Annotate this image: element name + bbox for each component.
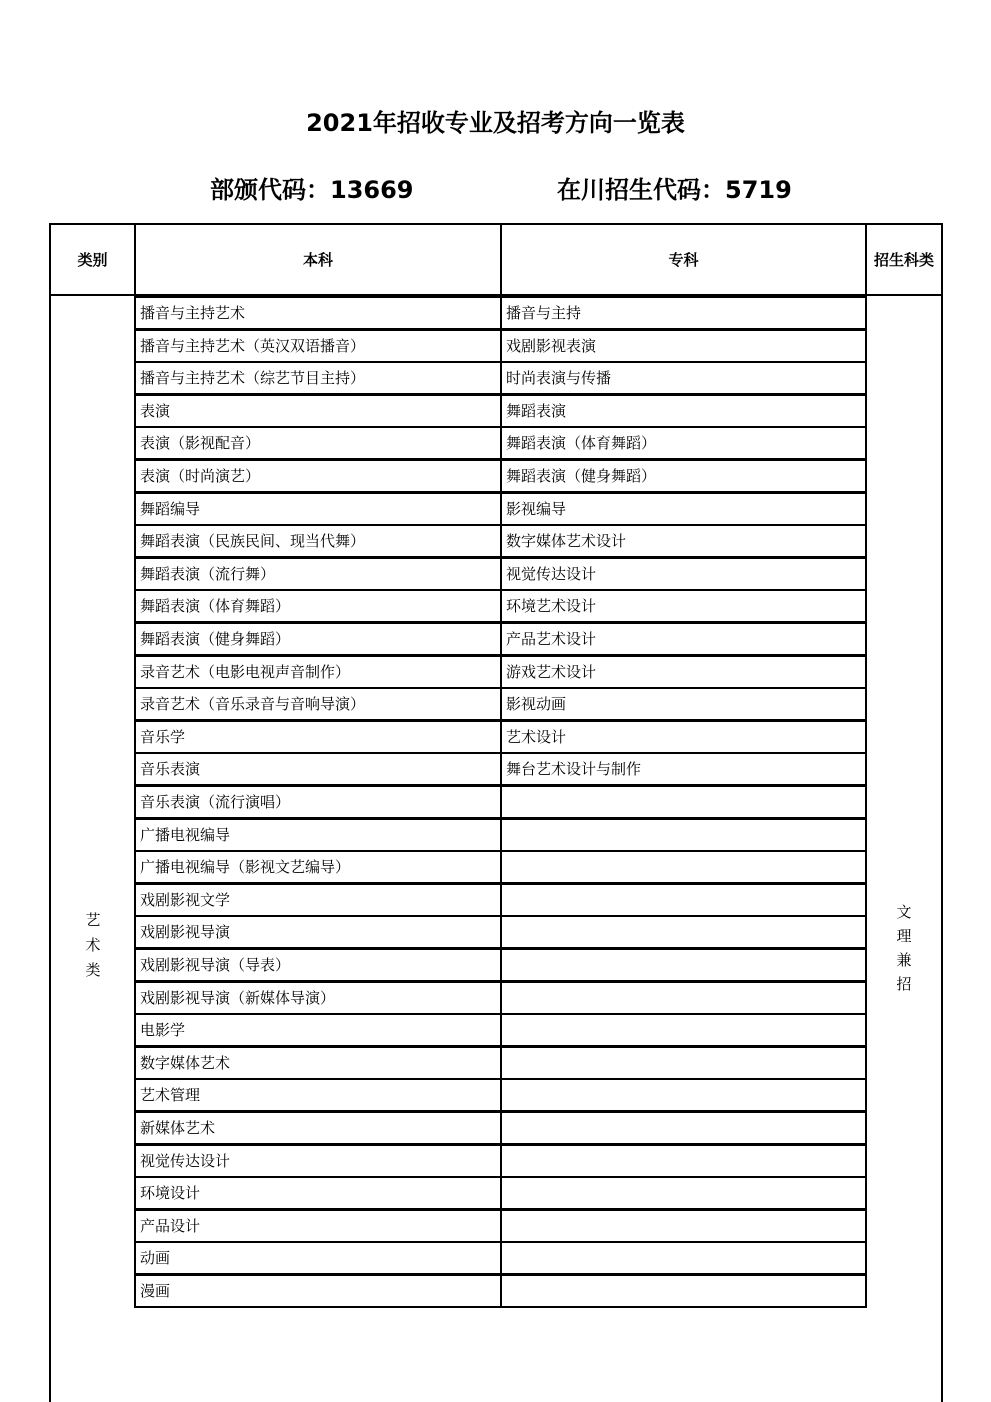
undergraduate-major-cell: 环境设计: [134, 1176, 502, 1210]
junior-college-major-cell: [500, 1078, 867, 1112]
table-row: [134, 622, 867, 656]
ministry-code: 部颁代码：13669: [210, 176, 414, 204]
table-row: [134, 720, 867, 754]
junior-college-major-cell: 舞蹈表演（健身舞蹈）: [500, 459, 867, 493]
undergraduate-major-cell: 表演（影视配音）: [134, 426, 502, 460]
junior-college-major-cell: 影视动画: [500, 687, 867, 721]
table-row: [134, 459, 867, 493]
table-row: [134, 1013, 867, 1047]
undergraduate-major-cell: 音乐表演（流行演唱）: [134, 785, 502, 819]
category-value: 艺 术 类: [85, 911, 101, 979]
undergraduate-major-cell: 播音与主持艺术: [134, 296, 502, 330]
undergraduate-major-cell: 舞蹈表演（民族民间、现当代舞）: [134, 524, 502, 558]
junior-college-major-cell: 影视编导: [500, 492, 867, 526]
table-row: [134, 655, 867, 689]
table-row: [134, 296, 867, 330]
table-row: [134, 426, 867, 460]
undergraduate-major-cell: 录音艺术（音乐录音与音响导演）: [134, 687, 502, 721]
table-row: [134, 524, 867, 558]
junior-college-major-cell: [500, 915, 867, 949]
junior-college-major-cell: [500, 1176, 867, 1210]
junior-college-major-cell: 时尚表演与传播: [500, 361, 867, 395]
undergraduate-major-cell: 表演（时尚演艺）: [134, 459, 502, 493]
junior-college-major-cell: 产品艺术设计: [500, 622, 867, 656]
table-left-border: [49, 294, 51, 1402]
junior-college-major-cell: 舞台艺术设计与制作: [500, 752, 867, 786]
table-row: [134, 915, 867, 949]
junior-college-major-cell: 数字媒体艺术设计: [500, 524, 867, 558]
junior-college-major-cell: [500, 1013, 867, 1047]
junior-college-major-cell: [500, 1046, 867, 1080]
undergraduate-major-cell: 戏剧影视导演: [134, 915, 502, 949]
table-row: [134, 1046, 867, 1080]
undergraduate-major-cell: 动画: [134, 1241, 502, 1275]
table-row: [134, 329, 867, 363]
junior-college-major-cell: 视觉传达设计: [500, 557, 867, 591]
table-row: [134, 785, 867, 819]
undergraduate-major-cell: 音乐学: [134, 720, 502, 754]
junior-college-major-cell: [500, 818, 867, 852]
undergraduate-major-cell: 戏剧影视导演（导表）: [134, 948, 502, 982]
page-title: 2021年招收专业及招考方向一览表: [306, 109, 685, 137]
table-right-border: [941, 294, 943, 1402]
table-row: [134, 948, 867, 982]
undergraduate-major-cell: 录音艺术（电影电视声音制作）: [134, 655, 502, 689]
junior-college-major-cell: [500, 850, 867, 884]
junior-college-major-cell: 舞蹈表演: [500, 394, 867, 428]
header-category: 类别: [49, 223, 136, 296]
junior-college-major-cell: [500, 948, 867, 982]
undergraduate-major-cell: 产品设计: [134, 1209, 502, 1243]
junior-college-major-cell: 游戏艺术设计: [500, 655, 867, 689]
undergraduate-major-cell: 播音与主持艺术（英汉双语播音）: [134, 329, 502, 363]
undergraduate-major-cell: 数字媒体艺术: [134, 1046, 502, 1080]
junior-college-major-cell: 舞蹈表演（体育舞蹈）: [500, 426, 867, 460]
table-row: [134, 883, 867, 917]
undergraduate-major-cell: 广播电视编导（影视文艺编导）: [134, 850, 502, 884]
undergraduate-major-cell: 漫画: [134, 1274, 502, 1308]
table-row: [134, 394, 867, 428]
junior-college-major-cell: [500, 981, 867, 1015]
undergraduate-major-cell: 表演: [134, 394, 502, 428]
undergraduate-major-cell: 新媒体艺术: [134, 1111, 502, 1145]
junior-college-major-cell: [500, 785, 867, 819]
undergraduate-major-cell: 戏剧影视文学: [134, 883, 502, 917]
header-undergraduate: 本科: [134, 223, 502, 296]
undergraduate-major-cell: 艺术管理: [134, 1078, 502, 1112]
junior-college-major-cell: [500, 1241, 867, 1275]
table-row: [134, 557, 867, 591]
table-row: [134, 1111, 867, 1145]
junior-college-major-cell: 戏剧影视表演: [500, 329, 867, 363]
undergraduate-major-cell: 视觉传达设计: [134, 1144, 502, 1178]
table-row: [134, 361, 867, 395]
table-row: [134, 589, 867, 623]
table-row: [134, 1176, 867, 1210]
table-row: [134, 1209, 867, 1243]
table-row: [134, 687, 867, 721]
table-row: [134, 818, 867, 852]
table-row: [134, 1078, 867, 1112]
header-subject-type: 招生科类: [865, 223, 943, 296]
junior-college-major-cell: [500, 1111, 867, 1145]
table-row: [134, 981, 867, 1015]
junior-college-major-cell: [500, 1144, 867, 1178]
undergraduate-major-cell: 播音与主持艺术（综艺节目主持）: [134, 361, 502, 395]
table-row: [134, 752, 867, 786]
undergraduate-major-cell: 舞蹈表演（健身舞蹈）: [134, 622, 502, 656]
sichuan-enrollment-code: 在川招生代码：5719: [557, 176, 792, 204]
junior-college-major-cell: [500, 1209, 867, 1243]
undergraduate-major-cell: 音乐表演: [134, 752, 502, 786]
undergraduate-major-cell: 电影学: [134, 1013, 502, 1047]
undergraduate-major-cell: 舞蹈表演（流行舞）: [134, 557, 502, 591]
undergraduate-major-cell: 广播电视编导: [134, 818, 502, 852]
table-row: [134, 850, 867, 884]
table-row: [134, 1241, 867, 1275]
table-row: [134, 1274, 867, 1308]
undergraduate-major-cell: 舞蹈编导: [134, 492, 502, 526]
junior-college-major-cell: [500, 883, 867, 917]
undergraduate-major-cell: 戏剧影视导演（新媒体导演）: [134, 981, 502, 1015]
table-row: [134, 492, 867, 526]
table-row: [134, 1144, 867, 1178]
junior-college-major-cell: 艺术设计: [500, 720, 867, 754]
header-junior-college: 专科: [500, 223, 867, 296]
subject-type-value: 文 理 兼 招: [896, 903, 912, 993]
undergraduate-major-cell: 舞蹈表演（体育舞蹈）: [134, 589, 502, 623]
junior-college-major-cell: 播音与主持: [500, 296, 867, 330]
junior-college-major-cell: [500, 1274, 867, 1308]
junior-college-major-cell: 环境艺术设计: [500, 589, 867, 623]
